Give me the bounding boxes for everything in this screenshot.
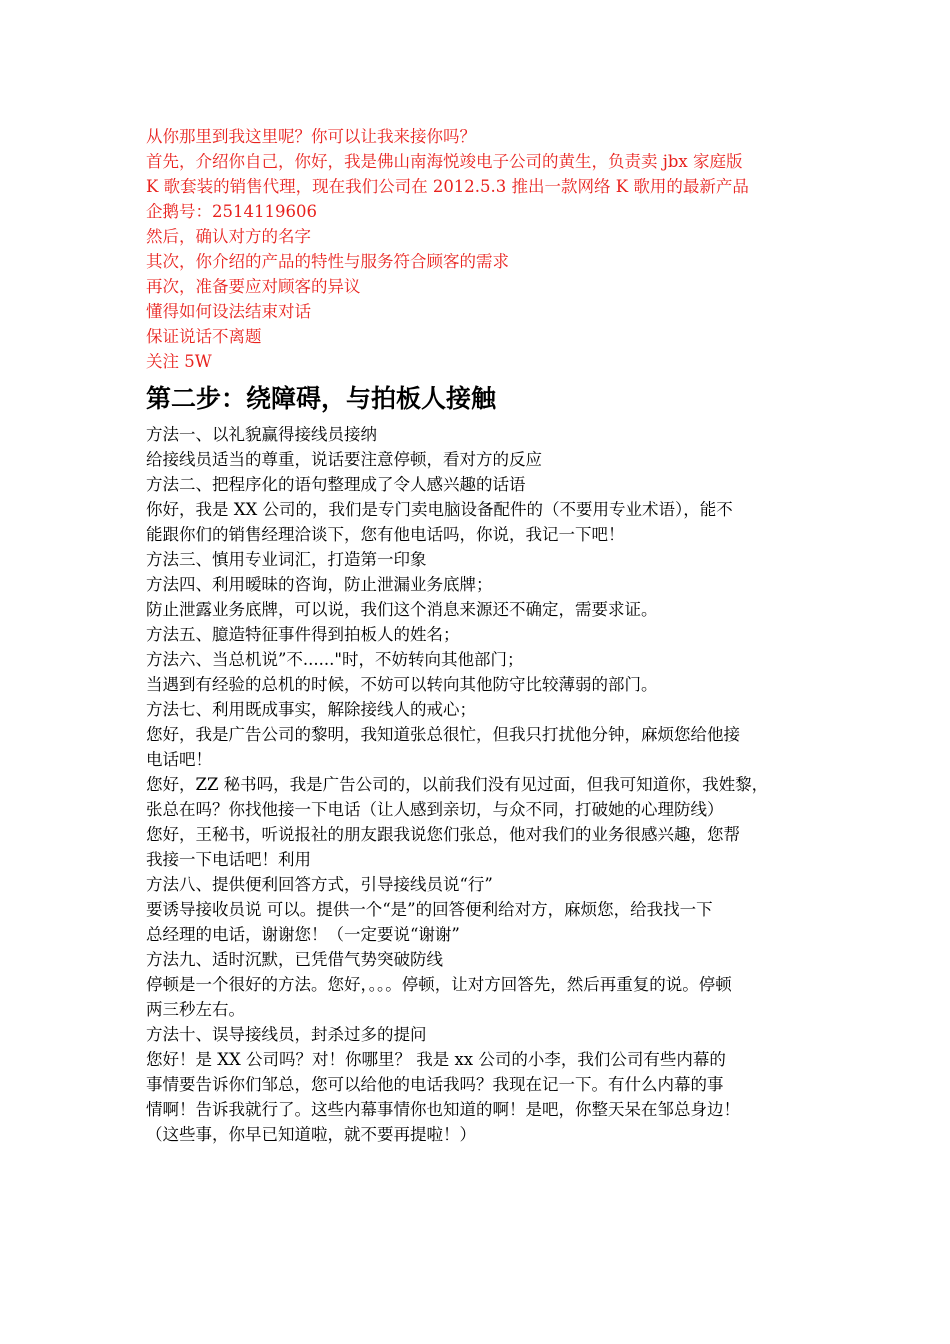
body-line: 您好！是 XX 公司吗？对！你哪里？ 我是 xx 公司的小李，我们公司有些内幕的 bbox=[146, 1050, 726, 1069]
body-line: 方法九、适时沉默，已凭借气势突破防线 bbox=[146, 950, 443, 969]
body-line: 您好，我是广告公司的黎明，我知道张总很忙，但我只打扰他分钟，麻烦您给他接 bbox=[146, 725, 740, 744]
intro-line: 懂得如何设法结束对话 bbox=[146, 302, 311, 321]
intro-line: 从你那里到我这里呢？你可以让我来接你吗？ bbox=[146, 127, 476, 146]
body-line: 两三秒左右。 bbox=[146, 1000, 245, 1019]
intro-line: 然后，确认对方的名字 bbox=[146, 227, 311, 246]
body-line: 我接一下电话吧！利用 bbox=[146, 850, 311, 869]
body-line: 方法四、利用暧昧的咨询，防止泄漏业务底牌； bbox=[146, 575, 493, 594]
body-line: 张总在吗？你找他接一下电话（让人感到亲切，与众不同，打破她的心理防线） bbox=[146, 800, 724, 819]
body-line: 方法六、当总机说”不......"时，不妨转向其他部门； bbox=[146, 650, 524, 669]
body-line: 你好，我是 XX 公司的，我们是专门卖电脑设备配件的（不要用专业术语），能不 bbox=[146, 500, 733, 519]
body-line: 电话吧！ bbox=[146, 750, 212, 769]
intro-line: 企鹅号：2514119606 bbox=[146, 202, 317, 221]
document-page bbox=[146, 124, 811, 1147]
intro-line: 首先，介绍你自己，你好，我是佛山南海悦竣电子公司的黄生，负责卖 jbx 家庭版 bbox=[146, 152, 743, 171]
intro-line: K 歌套装的销售代理，现在我们公司在 2012.5.3 推出一款网络 K 歌用的最新产品 bbox=[146, 177, 749, 196]
intro-line: 关注 5W bbox=[146, 352, 212, 371]
body-line: 停顿是一个很好的方法。您好，。。。停顿，让对方回答先，然后再重复的说。停顿 bbox=[146, 975, 732, 994]
body-line: 您好，ZZ 秘书吗，我是广告公司的，以前我们没有见过面，但我可知道你，我姓黎， bbox=[146, 775, 769, 794]
body-line: 您好，王秘书，听说报社的朋友跟我说您们张总，他对我们的业务很感兴趣，您帮 bbox=[146, 825, 740, 844]
body-line: 防止泄露业务底牌，可以说，我们这个消息来源还不确定，需要求证。 bbox=[146, 600, 658, 619]
body-line: 事情要告诉你们邹总，您可以给他的电话我吗？我现在记一下。有什么内幕的事 bbox=[146, 1075, 724, 1094]
body-line: （这些事，你早已知道啦，就不要再提啦！） bbox=[146, 1125, 476, 1144]
body-line: 方法二、把程序化的语句整理成了令人感兴趣的话语 bbox=[146, 475, 526, 494]
intro-line: 保证说话不离题 bbox=[146, 327, 262, 346]
section-body bbox=[146, 422, 811, 1147]
body-line: 方法八、提供便利回答方式，引导接线员说“行” bbox=[146, 875, 493, 894]
body-line: 方法七、利用既成事实，解除接线人的戒心； bbox=[146, 700, 476, 719]
body-line: 给接线员适当的尊重，说话要注意停顿，看对方的反应 bbox=[146, 450, 542, 469]
body-line: 方法五、臆造特征事件得到拍板人的姓名； bbox=[146, 625, 460, 644]
body-line: 方法三、慎用专业词汇，打造第一印象 bbox=[146, 550, 427, 569]
body-line: 情啊！告诉我就行了。这些内幕事情你也知道的啊！是吧，你整天呆在邹总身边！ bbox=[146, 1100, 740, 1119]
section-heading: 第二步：绕障碍，与拍板人接触 bbox=[146, 384, 497, 413]
body-line: 能跟你们的销售经理洽谈下，您有他电话吗，你说，我记一下吧！ bbox=[146, 525, 625, 544]
intro-line: 其次，你介绍的产品的特性与服务符合顾客的需求 bbox=[146, 252, 509, 271]
body-line: 总经理的电话，谢谢您！（一定要说“谢谢” bbox=[146, 925, 460, 944]
body-line: 要诱导接收员说 可以。提供一个“是”的回答便利给对方，麻烦您，给我找一下 bbox=[146, 900, 713, 919]
intro-block bbox=[146, 124, 811, 374]
body-line: 当遇到有经验的总机的时候，不妨可以转向其他防守比较薄弱的部门。 bbox=[146, 675, 658, 694]
body-line: 方法十、误导接线员，封杀过多的提问 bbox=[146, 1025, 427, 1044]
intro-line: 再次，准备要应对顾客的异议 bbox=[146, 277, 361, 296]
body-line: 方法一、以礼貌赢得接线员接纳 bbox=[146, 425, 377, 444]
